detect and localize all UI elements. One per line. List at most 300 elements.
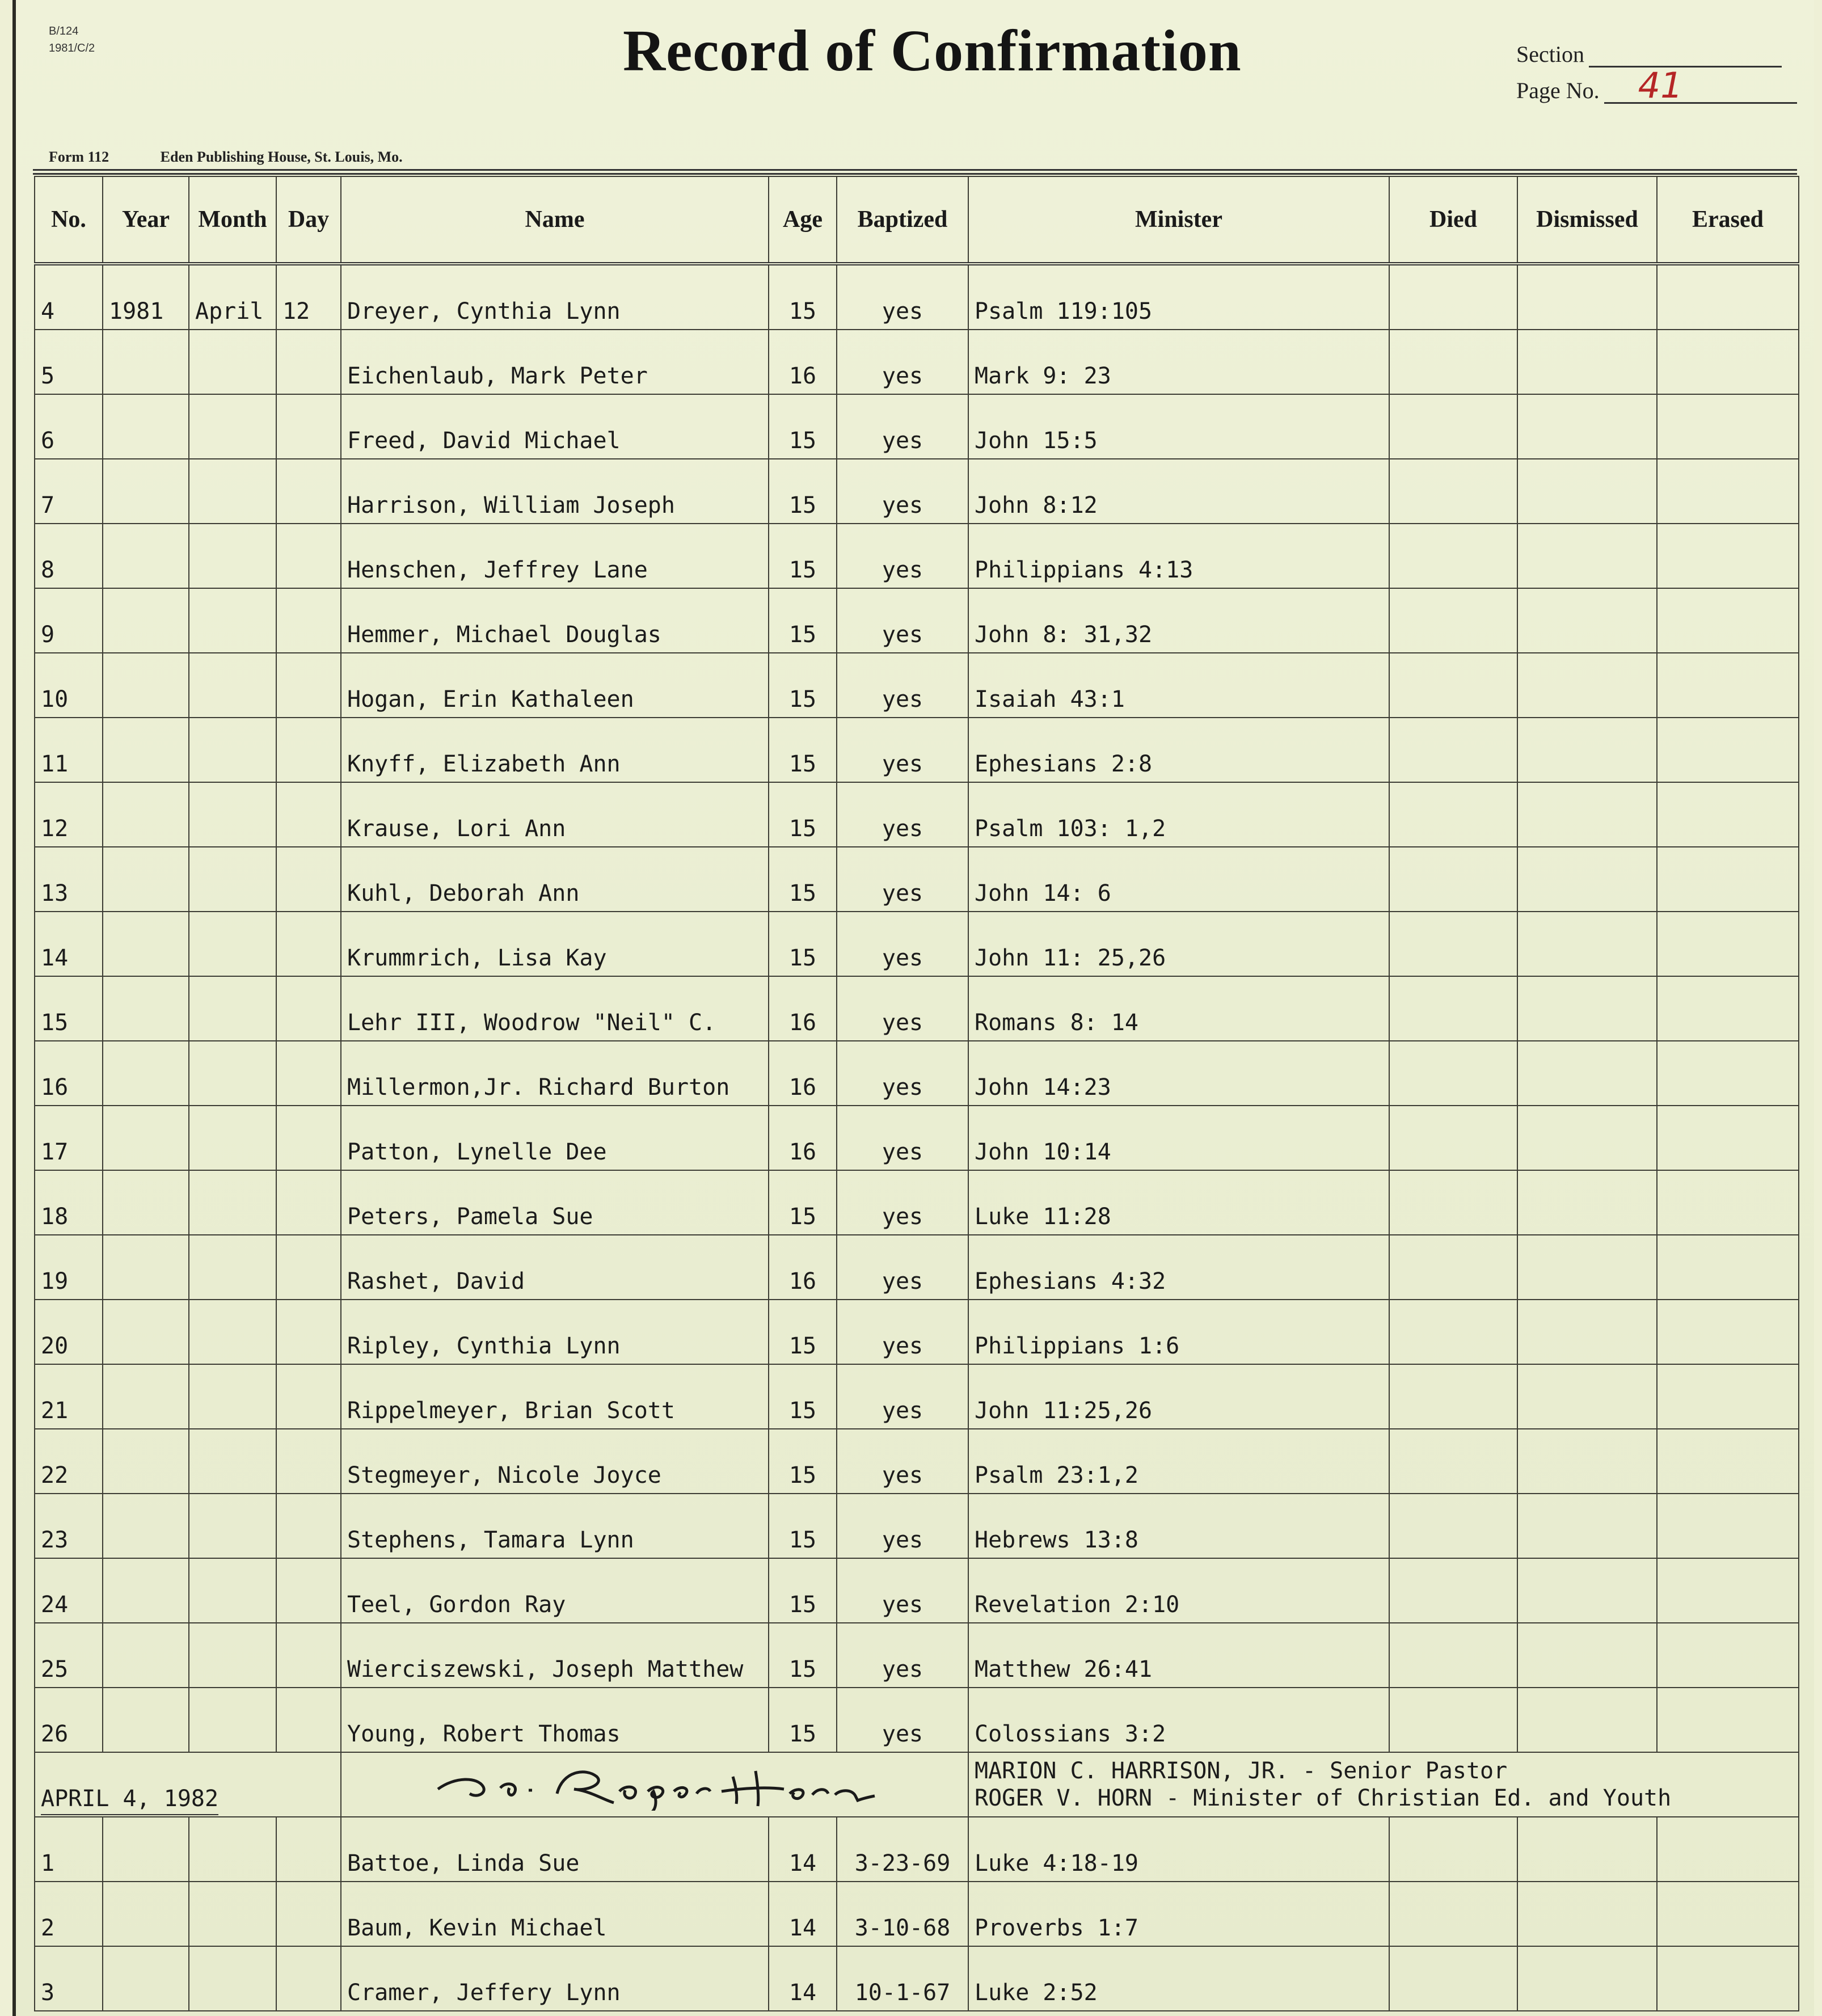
row-baptized: yes xyxy=(837,1106,968,1170)
row-year xyxy=(103,1558,189,1623)
row-age: 15 xyxy=(769,1494,837,1558)
section-field xyxy=(1516,41,1782,68)
row-died xyxy=(1389,330,1517,394)
row-day xyxy=(276,1106,341,1170)
row-day xyxy=(276,1946,341,2011)
row-day xyxy=(276,524,341,588)
row-baptized: yes xyxy=(837,1364,968,1429)
row-day xyxy=(276,1688,341,1752)
header-erased: Erased xyxy=(1657,176,1799,264)
row-verse: Philippians 1:6 xyxy=(968,1300,1389,1364)
row-age: 15 xyxy=(769,912,837,976)
row-day xyxy=(276,976,341,1041)
row-day xyxy=(276,1429,341,1494)
header-no: No. xyxy=(35,176,103,264)
row-number: 9 xyxy=(35,588,103,653)
row-day xyxy=(276,394,341,459)
row-name: Cramer, Jeffery Lynn xyxy=(341,1946,769,2011)
row-baptized: yes xyxy=(837,524,968,588)
row-dismissed xyxy=(1517,1817,1657,1882)
youth-minister-line: ROGER V. HORN - Minister of Christian Ed. and Youth xyxy=(975,1785,1672,1811)
row-day xyxy=(276,1235,341,1300)
header-month: Month xyxy=(189,176,276,264)
page-number-rule xyxy=(1604,65,1797,106)
row-died xyxy=(1389,1235,1517,1300)
table-row xyxy=(35,394,1799,459)
row-age: 16 xyxy=(769,1041,837,1106)
row-month xyxy=(189,1170,276,1235)
row-dismissed xyxy=(1517,1106,1657,1170)
ledger-body xyxy=(35,264,1799,2011)
row-name: Stegmeyer, Nicole Joyce xyxy=(341,1429,769,1494)
row-year xyxy=(103,1623,189,1688)
row-name: Dreyer, Cynthia Lynn xyxy=(341,264,769,330)
row-died xyxy=(1389,976,1517,1041)
row-baptized: yes xyxy=(837,1170,968,1235)
row-baptized: yes xyxy=(837,912,968,976)
row-baptized: yes xyxy=(837,1688,968,1752)
row-baptized: yes xyxy=(837,718,968,782)
row-number: 11 xyxy=(35,718,103,782)
row-verse: Colossians 3:2 xyxy=(968,1688,1389,1752)
table-row xyxy=(35,1882,1799,1946)
row-day xyxy=(276,1558,341,1623)
row-number: 15 xyxy=(35,976,103,1041)
row-month xyxy=(189,718,276,782)
row-verse: John 11: 25,26 xyxy=(968,912,1389,976)
table-row xyxy=(35,1623,1799,1688)
row-month xyxy=(189,330,276,394)
row-number: 4 xyxy=(35,264,103,330)
row-died xyxy=(1389,782,1517,847)
row-erased xyxy=(1657,912,1799,976)
row-died xyxy=(1389,1882,1517,1946)
row-died xyxy=(1389,1558,1517,1623)
header-day: Day xyxy=(276,176,341,264)
row-verse: Luke 2:52 xyxy=(968,1946,1389,2011)
row-day xyxy=(276,653,341,718)
row-name: Ripley, Cynthia Lynn xyxy=(341,1300,769,1364)
row-name: Eichenlaub, Mark Peter xyxy=(341,330,769,394)
row-dismissed xyxy=(1517,1429,1657,1494)
row-erased xyxy=(1657,718,1799,782)
row-erased xyxy=(1657,1946,1799,2011)
row-day xyxy=(276,588,341,653)
row-day xyxy=(276,718,341,782)
row-verse: John 11:25,26 xyxy=(968,1364,1389,1429)
stamp-line-1: B/124 xyxy=(49,25,79,37)
row-name: Hemmer, Michael Douglas xyxy=(341,588,769,653)
row-number: 13 xyxy=(35,847,103,912)
row-dismissed xyxy=(1517,1558,1657,1623)
row-year: 1981 xyxy=(103,264,189,330)
row-name: Battoe, Linda Sue xyxy=(341,1817,769,1882)
row-age: 14 xyxy=(769,1882,837,1946)
row-number: 8 xyxy=(35,524,103,588)
row-number: 12 xyxy=(35,782,103,847)
row-number: 16 xyxy=(35,1041,103,1106)
row-number: 20 xyxy=(35,1300,103,1364)
row-dismissed xyxy=(1517,264,1657,330)
row-baptized: 3-23-69 xyxy=(837,1817,968,1882)
table-row xyxy=(35,588,1799,653)
row-year xyxy=(103,524,189,588)
row-age: 16 xyxy=(769,1235,837,1300)
row-name: Millermon,Jr. Richard Burton xyxy=(341,1041,769,1106)
row-dismissed xyxy=(1517,1946,1657,2011)
table-row xyxy=(35,718,1799,782)
row-erased xyxy=(1657,1106,1799,1170)
row-month xyxy=(189,1688,276,1752)
row-baptized: yes xyxy=(837,394,968,459)
signature-row xyxy=(35,1752,1799,1817)
row-baptized: yes xyxy=(837,330,968,394)
row-dismissed xyxy=(1517,330,1657,394)
row-died xyxy=(1389,1170,1517,1235)
row-baptized: yes xyxy=(837,588,968,653)
row-verse: Psalm 103: 1,2 xyxy=(968,782,1389,847)
row-dismissed xyxy=(1517,1882,1657,1946)
header-age: Age xyxy=(769,176,837,264)
row-day xyxy=(276,459,341,524)
table-row xyxy=(35,653,1799,718)
row-verse: Matthew 26:41 xyxy=(968,1623,1389,1688)
row-year xyxy=(103,976,189,1041)
row-year xyxy=(103,1688,189,1752)
row-year xyxy=(103,653,189,718)
row-day xyxy=(276,847,341,912)
row-year xyxy=(103,912,189,976)
row-baptized: yes xyxy=(837,459,968,524)
row-month xyxy=(189,782,276,847)
row-baptized: yes xyxy=(837,976,968,1041)
row-month xyxy=(189,1558,276,1623)
row-day xyxy=(276,912,341,976)
header-minister: Minister xyxy=(968,176,1389,264)
row-day xyxy=(276,1364,341,1429)
row-month xyxy=(189,394,276,459)
row-erased xyxy=(1657,782,1799,847)
row-age: 16 xyxy=(769,1106,837,1170)
row-age: 15 xyxy=(769,1364,837,1429)
row-month xyxy=(189,847,276,912)
row-number: 24 xyxy=(35,1558,103,1623)
row-year xyxy=(103,1235,189,1300)
row-month xyxy=(189,1817,276,1882)
row-dismissed xyxy=(1517,782,1657,847)
row-number: 14 xyxy=(35,912,103,976)
section-label: Section xyxy=(1516,41,1584,67)
row-year xyxy=(103,1946,189,2011)
row-erased xyxy=(1657,1429,1799,1494)
row-dismissed xyxy=(1517,1688,1657,1752)
row-year xyxy=(103,1882,189,1946)
row-dismissed xyxy=(1517,394,1657,459)
row-month xyxy=(189,524,276,588)
row-name: Rippelmeyer, Brian Scott xyxy=(341,1364,769,1429)
page-number-value: 41 xyxy=(1638,65,1683,106)
row-age: 14 xyxy=(769,1946,837,2011)
document-title: Record of Confirmation xyxy=(623,18,1242,83)
table-row xyxy=(35,1817,1799,1882)
row-month xyxy=(189,1235,276,1300)
row-baptized: yes xyxy=(837,264,968,330)
row-number: 26 xyxy=(35,1688,103,1752)
row-verse: Luke 4:18-19 xyxy=(968,1817,1389,1882)
row-month xyxy=(189,1623,276,1688)
row-dismissed xyxy=(1517,524,1657,588)
row-name: Stephens, Tamara Lynn xyxy=(341,1494,769,1558)
row-verse: Romans 8: 14 xyxy=(968,976,1389,1041)
row-number: 5 xyxy=(35,330,103,394)
row-month xyxy=(189,1106,276,1170)
row-month xyxy=(189,1364,276,1429)
table-row xyxy=(35,1300,1799,1364)
row-erased xyxy=(1657,1623,1799,1688)
row-month xyxy=(189,976,276,1041)
table-row xyxy=(35,264,1799,330)
row-name: Henschen, Jeffrey Lane xyxy=(341,524,769,588)
row-age: 15 xyxy=(769,1688,837,1752)
row-verse: Isaiah 43:1 xyxy=(968,653,1389,718)
row-name: Teel, Gordon Ray xyxy=(341,1558,769,1623)
header-died: Died xyxy=(1389,176,1517,264)
row-erased xyxy=(1657,1494,1799,1558)
row-baptized: yes xyxy=(837,1235,968,1300)
row-erased xyxy=(1657,394,1799,459)
confirmation-ledger xyxy=(34,176,1799,2011)
row-erased xyxy=(1657,847,1799,912)
row-year xyxy=(103,1429,189,1494)
row-dismissed xyxy=(1517,847,1657,912)
row-dismissed xyxy=(1517,718,1657,782)
row-died xyxy=(1389,1494,1517,1558)
row-erased xyxy=(1657,459,1799,524)
row-month xyxy=(189,1946,276,2011)
row-died xyxy=(1389,1623,1517,1688)
row-month xyxy=(189,1300,276,1364)
corner-archive-stamp xyxy=(49,23,95,57)
row-number: 3 xyxy=(35,1946,103,2011)
row-number: 23 xyxy=(35,1494,103,1558)
row-day: 12 xyxy=(276,264,341,330)
confirmation-date-1982: APRIL 4, 1982 xyxy=(35,1752,341,1817)
table-row xyxy=(35,1558,1799,1623)
ledger-header-row xyxy=(35,176,1799,264)
header-name: Name xyxy=(341,176,769,264)
row-number: 2 xyxy=(35,1882,103,1946)
row-name: Baum, Kevin Michael xyxy=(341,1882,769,1946)
table-row xyxy=(35,1235,1799,1300)
row-erased xyxy=(1657,1235,1799,1300)
header-year: Year xyxy=(103,176,189,264)
row-year xyxy=(103,394,189,459)
row-baptized: yes xyxy=(837,1429,968,1494)
row-name: Krause, Lori Ann xyxy=(341,782,769,847)
row-day xyxy=(276,1817,341,1882)
row-died xyxy=(1389,653,1517,718)
row-dismissed xyxy=(1517,1300,1657,1364)
row-verse: Philippians 4:13 xyxy=(968,524,1389,588)
row-name: Young, Robert Thomas xyxy=(341,1688,769,1752)
senior-pastor-line: MARION C. HARRISON, JR. - Senior Pastor xyxy=(975,1758,1508,1784)
row-month xyxy=(189,1041,276,1106)
row-died xyxy=(1389,1817,1517,1882)
row-erased xyxy=(1657,524,1799,588)
row-dismissed xyxy=(1517,1364,1657,1429)
row-name: Knyff, Elizabeth Ann xyxy=(341,718,769,782)
row-age: 15 xyxy=(769,524,837,588)
row-name: Harrison, William Joseph xyxy=(341,459,769,524)
row-year xyxy=(103,1170,189,1235)
row-dismissed xyxy=(1517,1041,1657,1106)
table-row xyxy=(35,1494,1799,1558)
publisher: Eden Publishing House, St. Louis, Mo. xyxy=(160,149,403,165)
row-month xyxy=(189,1882,276,1946)
table-row xyxy=(35,1041,1799,1106)
row-died xyxy=(1389,1364,1517,1429)
row-died xyxy=(1389,459,1517,524)
row-month xyxy=(189,912,276,976)
row-died xyxy=(1389,524,1517,588)
table-row xyxy=(35,1688,1799,1752)
row-baptized: yes xyxy=(837,1300,968,1364)
stamp-line-2: 1981/C/2 xyxy=(49,42,95,54)
row-baptized: yes xyxy=(837,1558,968,1623)
row-age: 15 xyxy=(769,1170,837,1235)
row-dismissed xyxy=(1517,912,1657,976)
row-age: 15 xyxy=(769,1623,837,1688)
row-number: 25 xyxy=(35,1623,103,1688)
row-verse: John 10:14 xyxy=(968,1106,1389,1170)
row-erased xyxy=(1657,330,1799,394)
row-number: 17 xyxy=(35,1106,103,1170)
table-row xyxy=(35,847,1799,912)
row-number: 18 xyxy=(35,1170,103,1235)
row-day xyxy=(276,1300,341,1364)
row-erased xyxy=(1657,653,1799,718)
row-verse: Revelation 2:10 xyxy=(968,1558,1389,1623)
row-month xyxy=(189,1494,276,1558)
row-year xyxy=(103,1300,189,1364)
row-year xyxy=(103,1494,189,1558)
row-dismissed xyxy=(1517,588,1657,653)
row-day xyxy=(276,1882,341,1946)
row-age: 14 xyxy=(769,1817,837,1882)
row-name: Lehr III, Woodrow "Neil" C. xyxy=(341,976,769,1041)
row-number: 19 xyxy=(35,1235,103,1300)
row-age: 16 xyxy=(769,976,837,1041)
row-name: Peters, Pamela Sue xyxy=(341,1170,769,1235)
row-name: Freed, David Michael xyxy=(341,394,769,459)
row-number: 7 xyxy=(35,459,103,524)
row-age: 16 xyxy=(769,330,837,394)
row-verse: John 14: 6 xyxy=(968,847,1389,912)
row-age: 15 xyxy=(769,718,837,782)
row-age: 15 xyxy=(769,1300,837,1364)
row-erased xyxy=(1657,1300,1799,1364)
page-number-field xyxy=(1516,65,1797,106)
row-name: Wierciszewski, Joseph Matthew xyxy=(341,1623,769,1688)
row-baptized: yes xyxy=(837,1623,968,1688)
row-died xyxy=(1389,1041,1517,1106)
row-day xyxy=(276,1623,341,1688)
row-year xyxy=(103,1041,189,1106)
row-verse: Ephesians 4:32 xyxy=(968,1235,1389,1300)
row-number: 22 xyxy=(35,1429,103,1494)
row-day xyxy=(276,1494,341,1558)
table-row xyxy=(35,1429,1799,1494)
row-baptized: yes xyxy=(837,782,968,847)
row-age: 15 xyxy=(769,1558,837,1623)
row-year xyxy=(103,1106,189,1170)
row-name: Rashet, David xyxy=(341,1235,769,1300)
row-age: 15 xyxy=(769,1429,837,1494)
row-month xyxy=(189,588,276,653)
row-erased xyxy=(1657,1817,1799,1882)
row-erased xyxy=(1657,976,1799,1041)
row-baptized: yes xyxy=(837,1041,968,1106)
row-age: 15 xyxy=(769,394,837,459)
row-dismissed xyxy=(1517,976,1657,1041)
row-age: 15 xyxy=(769,782,837,847)
row-name: Kuhl, Deborah Ann xyxy=(341,847,769,912)
page-number-label: Page No. xyxy=(1516,78,1600,103)
row-erased xyxy=(1657,1688,1799,1752)
header-double-rule xyxy=(33,169,1797,175)
row-erased xyxy=(1657,1882,1799,1946)
row-erased xyxy=(1657,1364,1799,1429)
row-baptized: yes xyxy=(837,653,968,718)
row-erased xyxy=(1657,1041,1799,1106)
row-year xyxy=(103,1817,189,1882)
row-year xyxy=(103,588,189,653)
row-age: 15 xyxy=(769,264,837,330)
row-name: Patton, Lynelle Dee xyxy=(341,1106,769,1170)
row-died xyxy=(1389,1946,1517,2011)
row-dismissed xyxy=(1517,1235,1657,1300)
form-number: Form 112 xyxy=(49,149,109,165)
row-name: Krummrich, Lisa Kay xyxy=(341,912,769,976)
row-verse: John 15:5 xyxy=(968,394,1389,459)
row-died xyxy=(1389,1429,1517,1494)
row-name: Hogan, Erin Kathaleen xyxy=(341,653,769,718)
row-dismissed xyxy=(1517,1623,1657,1688)
row-baptized: 3-10-68 xyxy=(837,1882,968,1946)
row-verse: Proverbs 1:7 xyxy=(968,1882,1389,1946)
row-died xyxy=(1389,394,1517,459)
row-month xyxy=(189,1429,276,1494)
table-row xyxy=(35,459,1799,524)
row-dismissed xyxy=(1517,459,1657,524)
row-day xyxy=(276,1170,341,1235)
row-dismissed xyxy=(1517,1170,1657,1235)
row-year xyxy=(103,718,189,782)
table-row xyxy=(35,976,1799,1041)
staff-cell xyxy=(968,1752,1799,1817)
row-year xyxy=(103,1364,189,1429)
handwritten-signature-icon xyxy=(415,1754,880,1811)
row-erased xyxy=(1657,1558,1799,1623)
row-verse: John 8: 31,32 xyxy=(968,588,1389,653)
table-row xyxy=(35,524,1799,588)
row-died xyxy=(1389,1106,1517,1170)
row-verse: Psalm 23:1,2 xyxy=(968,1429,1389,1494)
row-baptized: yes xyxy=(837,847,968,912)
record-page xyxy=(12,0,1814,2016)
row-died xyxy=(1389,588,1517,653)
row-month: April xyxy=(189,264,276,330)
